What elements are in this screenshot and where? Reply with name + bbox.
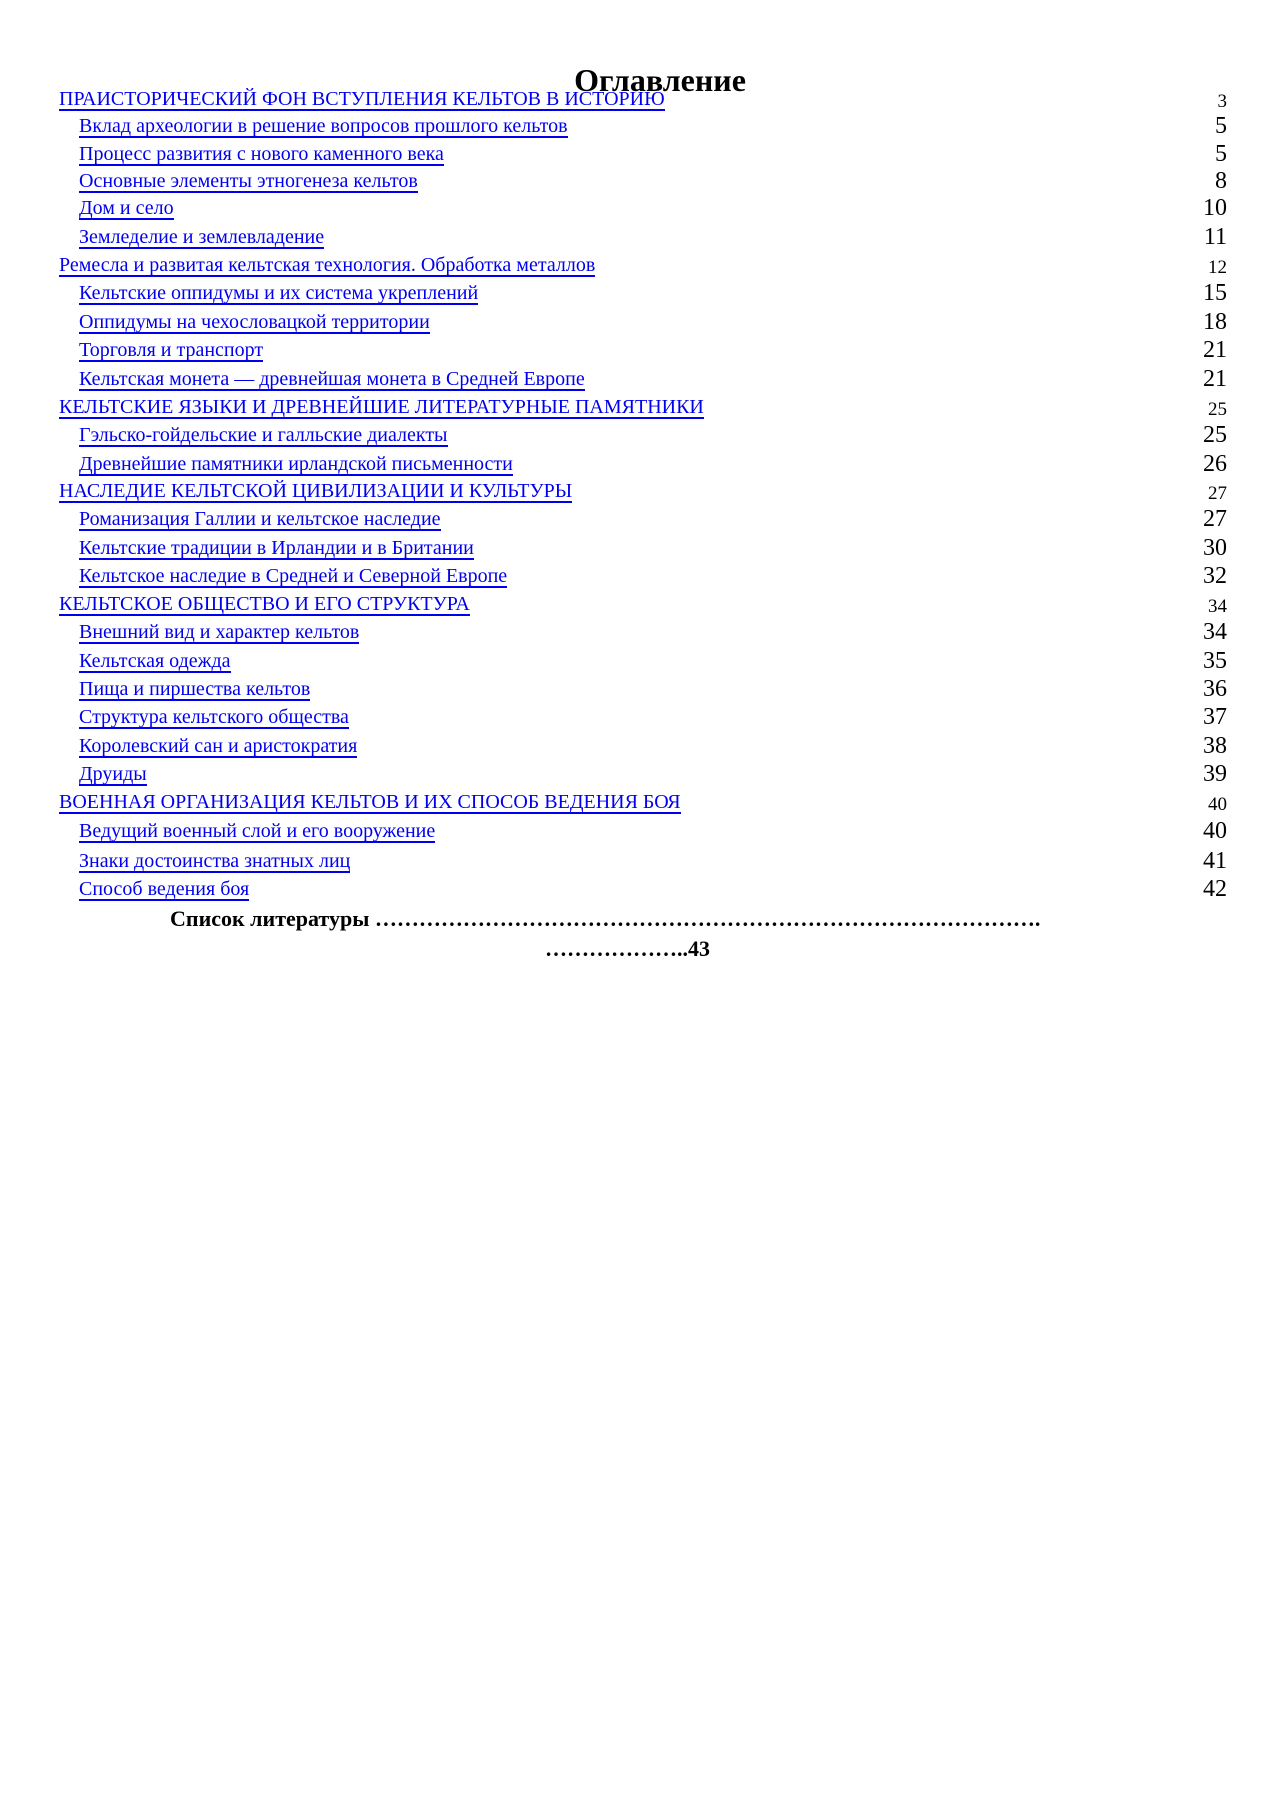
toc-entry — [0, 252, 1280, 280]
toc-entry — [0, 195, 1280, 223]
toc-link[interactable]: Друиды — [79, 763, 147, 785]
toc-link[interactable]: Ремесла и развитая кельтская технология. Обработка металлов — [59, 254, 596, 276]
toc-page-number: 26 — [1203, 451, 1227, 477]
toc-page-number: 38 — [1203, 733, 1227, 759]
toc-link[interactable]: Вклад археологии в решение вопросов прошлого кельтов — [79, 115, 568, 137]
toc-link[interactable]: КЕЛЬТСКИЕ ЯЗЫКИ И ДРЕВНЕЙШИЕ ЛИТЕРАТУРНЫЕ ПАМЯТНИКИ — [59, 396, 704, 418]
toc-page-number: 27 — [1208, 483, 1227, 504]
toc-page-number: 5 — [1215, 141, 1227, 167]
toc-entry — [0, 422, 1280, 450]
toc-page-number: 36 — [1203, 676, 1227, 702]
toc-link[interactable]: Торговля и транспорт — [79, 339, 264, 361]
toc-page-number: 25 — [1208, 399, 1227, 420]
toc-entry — [0, 394, 1280, 422]
toc-page-number: 42 — [1203, 876, 1227, 902]
toc-page-number: 12 — [1208, 257, 1227, 278]
toc-entry — [0, 113, 1280, 141]
toc-page-number: 11 — [1203, 224, 1227, 250]
toc-entry — [0, 506, 1280, 534]
toc-link[interactable]: Внешний вид и характер кельтов — [79, 621, 360, 643]
bibliography-page-leader: ………………..43 — [545, 936, 710, 961]
toc-link[interactable]: Кельтское наследие в Средней и Северной Европе — [79, 565, 508, 587]
toc-page-number: 34 — [1208, 596, 1227, 617]
toc-page-number: 27 — [1203, 506, 1227, 532]
toc-link[interactable]: Способ ведения боя — [79, 878, 250, 900]
toc-link[interactable]: Королевский сан и аристократия — [79, 735, 358, 757]
toc-entry — [0, 818, 1280, 846]
toc-page-number: 25 — [1203, 422, 1227, 448]
toc-entry — [0, 789, 1280, 817]
bibliography-label: Список литературы ………………………………………………………………………………. — [170, 906, 1041, 931]
toc-link[interactable]: КЕЛЬТСКОЕ ОБЩЕСТВО И ЕГО СТРУКТУРА — [59, 593, 470, 615]
toc-entry — [0, 648, 1280, 676]
toc-link[interactable]: Оппидумы на чехословацкой территории — [79, 311, 430, 333]
toc-link[interactable]: Процесс развития с нового каменного века — [79, 143, 444, 165]
toc-page-number: 32 — [1203, 563, 1227, 589]
toc-link[interactable]: НАСЛЕДИЕ КЕЛЬТСКОЙ ЦИВИЛИЗАЦИИ И КУЛЬТУРЫ — [59, 480, 573, 502]
toc-title: Оглавление — [574, 62, 746, 98]
toc-page-number: 35 — [1203, 648, 1227, 674]
toc-page-number: 5 — [1215, 113, 1227, 139]
toc-link[interactable]: Дом и село — [79, 197, 174, 219]
toc-page-number: 37 — [1203, 704, 1227, 730]
toc-page-number: 41 — [1203, 848, 1227, 874]
toc-link[interactable]: Пища и пиршества кельтов — [79, 678, 311, 700]
toc-entry — [0, 761, 1280, 789]
toc-page-number: 30 — [1203, 535, 1227, 561]
toc-link[interactable]: Ведущий военный слой и его вооружение — [79, 820, 436, 842]
toc-link[interactable]: Знаки достоинства знатных лиц — [79, 850, 351, 872]
toc-link[interactable]: Земледелие и землевладение — [79, 226, 325, 248]
toc-entry — [0, 563, 1280, 591]
toc-entry — [0, 451, 1280, 479]
toc-page-number: 21 — [1203, 366, 1227, 392]
toc-page-number: 39 — [1203, 761, 1227, 787]
toc-link[interactable]: Кельтские традиции в Ирландии и в Британии — [79, 537, 474, 559]
toc-link[interactable]: Основные элементы этногенеза кельтов — [79, 170, 418, 192]
toc-link[interactable]: Кельтские оппидумы и их система укреплений — [79, 282, 479, 304]
toc-entry — [0, 366, 1280, 394]
toc-entry — [0, 168, 1280, 196]
toc-entry — [0, 848, 1280, 876]
toc-link[interactable]: Структура кельтского общества — [79, 706, 349, 728]
toc-entry — [0, 280, 1280, 308]
toc-page-number: 21 — [1203, 337, 1227, 363]
toc-link[interactable]: Кельтская монета — древнейшая монета в Средней Европе — [79, 368, 585, 390]
toc-link[interactable]: ВОЕННАЯ ОРГАНИЗАЦИЯ КЕЛЬТОВ И ИХ СПОСОБ ВЕДЕНИЯ БОЯ — [59, 791, 681, 813]
toc-page-number: 15 — [1203, 280, 1227, 306]
toc-entry — [0, 591, 1280, 619]
toc-link[interactable]: Романизация Галлии и кельтское наследие — [79, 508, 441, 530]
toc-link[interactable]: ПРАИСТОРИЧЕСКИЙ ФОН ВСТУПЛЕНИЯ КЕЛЬТОВ В ИСТОРИЮ — [59, 88, 665, 110]
toc-entry — [0, 309, 1280, 337]
toc-entry — [0, 478, 1280, 506]
toc-entry — [0, 141, 1280, 169]
toc-entry — [0, 676, 1280, 704]
toc-page-number: 34 — [1203, 619, 1227, 645]
toc-page-number: 18 — [1203, 309, 1227, 335]
toc-link[interactable]: Гэльско-гойдельские и галльские диалекты — [79, 424, 448, 446]
toc-page-number: 10 — [1203, 195, 1227, 221]
toc-link[interactable]: Кельтская одежда — [79, 650, 231, 672]
toc-entry — [0, 619, 1280, 647]
toc-page-number: 40 — [1208, 794, 1227, 815]
toc-entry — [0, 733, 1280, 761]
toc-entry — [0, 224, 1280, 252]
toc-entry — [0, 704, 1280, 732]
toc-page-number: 8 — [1215, 168, 1227, 194]
toc-entry — [0, 337, 1280, 365]
toc-page-number: 3 — [1217, 91, 1227, 112]
toc-entry — [0, 86, 1280, 114]
toc-entry — [0, 535, 1280, 563]
toc-entry — [0, 876, 1280, 904]
toc-page-number: 40 — [1203, 818, 1227, 844]
toc-link[interactable]: Древнейшие памятники ирландской письменности — [79, 453, 513, 475]
